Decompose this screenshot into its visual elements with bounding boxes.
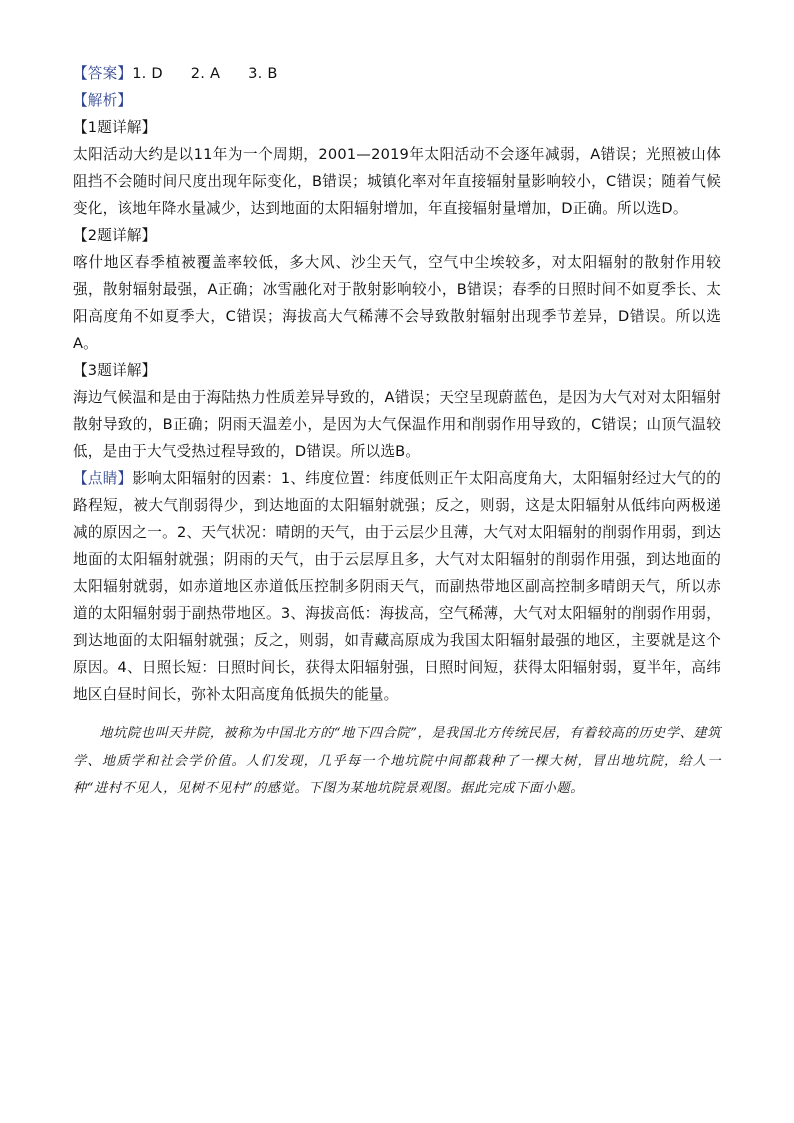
tips-text: 影响太阳辐射的因素：1、纬度位置：纬度低则正午太阳高度角大，太阳辐射经过大气的的路程短，被大气削弱得少，到达地面的太阳辐射就强；反之，则弱，这是太阳辐射从低纬向两极递减的原因之一。2、天气状况：晴朗的天气，由于云层少且薄，大气对太阳辐射的削弱作用弱，到达地面的太阳辐射就强；阴雨的天气，由于云层厚且多，大气对太阳辐射的削弱作用强，到达地面的太阳辐射就弱，如赤道地区赤道低压控制多阴雨天气，而副热带地区副高控制多晴朗天气，所以赤道的太阳辐射弱于副热带地区。3、海拔高低：海拔高，空气稀薄，大气对太阳辐射的削弱作用弱，到达地面的太阳辐射就强；反之，则弱，如青藏高原成为我国太阳辐射最强的地区，主要就是这个原因。4、日照长短：日照时间长，获得太阳辐射强，日照时间短，获得太阳辐射弱，夏半年，高纬地区白昼时间长，弥补太阳高度角低损失的能量。	[73, 470, 721, 703]
answer-item-2: 2. A	[190, 65, 221, 82]
analysis-label: 【解析】	[73, 92, 133, 109]
q1-heading: 【1题详解】	[73, 119, 157, 136]
q3-explanation: 海边气候温和是由于海陆热力性质差异导致的，A错误；天空呈现蔚蓝色，是因为大气对对太阳辐射散射导致的，B正确；阴雨天温差小，是因为大气保温作用和削弱作用导致的，C错误；山顶气温较低，是由于大气受热过程导致的，D错误。所以选B。	[73, 389, 721, 460]
answer-item-3: 3. B	[248, 65, 278, 82]
q2-explanation: 喀什地区春季植被覆盖率较低，多大风、沙尘天气，空气中尘埃较多，对太阳辐射的散射作用较强，散射辐射最强，A正确；冰雪融化对于散射影响较小，B错误；春季的日照时间不如夏季长、太阳高度角不如夏季大，C错误；海拔高大气稀薄不会导致散射辐射出现季节差异，D错误。所以选A。	[73, 254, 721, 352]
reading-passage: 地坑院也叫天井院，被称为中国北方的“地下四合院”，是我国北方传统民居，有着较高的历史学、建筑学、地质学和社会学价值。人们发现，几乎每一个地坑院中间都栽种了一棵大树，冒出地坑院，给人一种“进村不见人，见树不见村”的感觉。下图为某地坑院景观图。据此完成下面小题。	[73, 726, 721, 796]
q2-heading: 【2题详解】	[73, 227, 157, 244]
q3-heading: 【3题详解】	[73, 362, 157, 379]
tips-label: 【点睛】	[73, 470, 133, 487]
document-page	[73, 60, 721, 803]
answer-item-1: 1. D	[132, 65, 163, 82]
q1-explanation: 太阳活动大约是以11年为一个周期，2001—2019年太阳活动不会逐年减弱，A错误；光照被山体阻挡不会随时间尺度出现年际变化，B错误；城镇化率对年直接辐射量影响较小，C错误；随着气候变化，该地年降水量减少，达到地面的太阳辐射增加，年直接辐射量增加，D正确。所以选D。	[73, 146, 721, 217]
tips-paragraph	[73, 465, 721, 708]
answer-line	[73, 60, 721, 87]
answer-label: 【答案】	[73, 65, 133, 82]
